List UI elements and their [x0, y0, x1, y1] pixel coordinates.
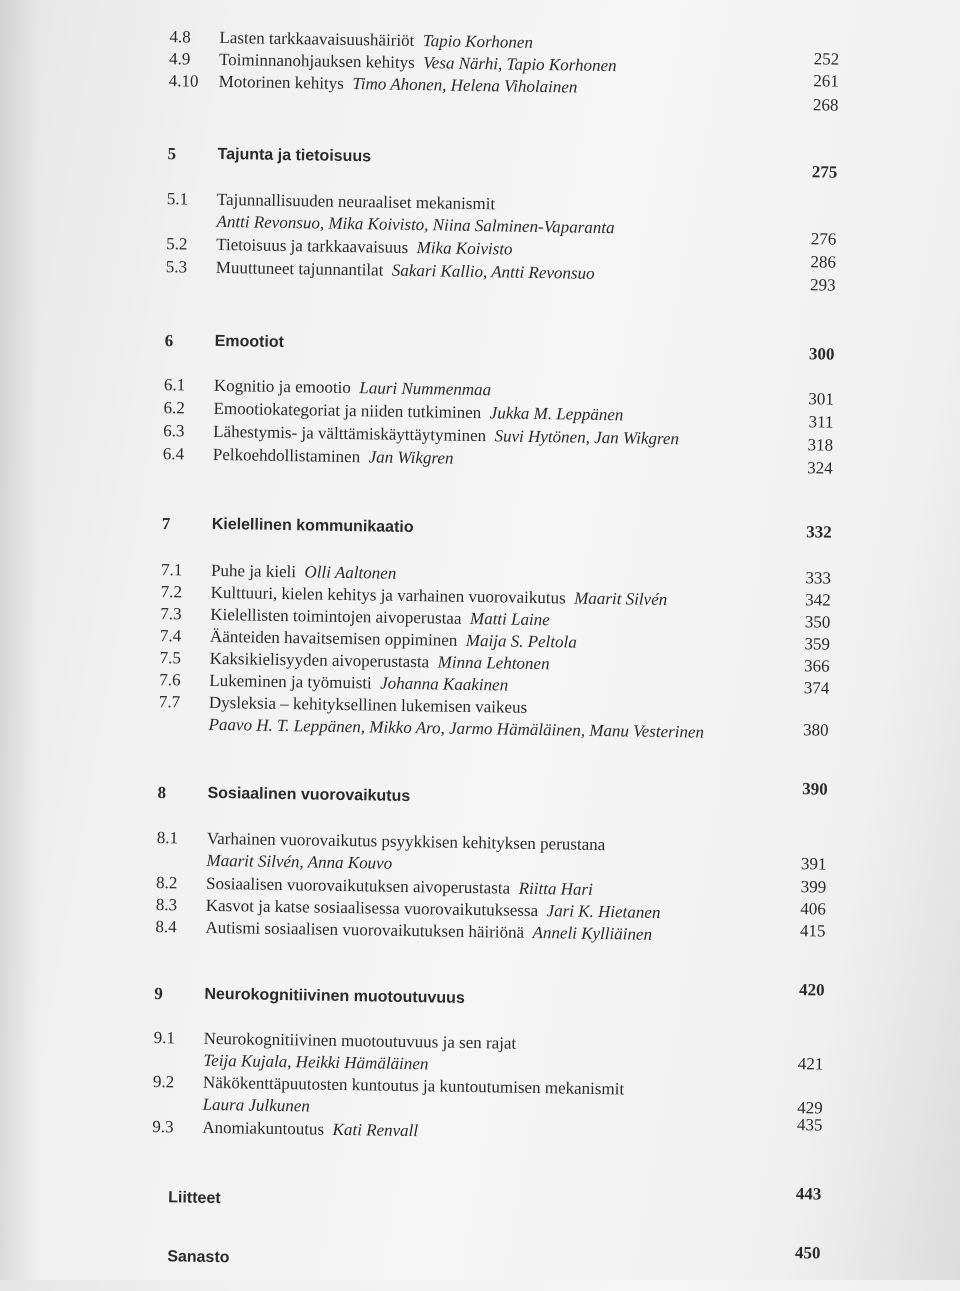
entry-number: 9.3	[152, 1117, 174, 1137]
entry-number: 7.6	[159, 670, 181, 690]
entry-number: 7.3	[160, 604, 182, 624]
chapter-title: Neurokognitiivinen muotoutuvuus	[204, 985, 465, 1007]
entry-title-text: Kielellisten toimintojen aivoperustaa	[210, 604, 462, 628]
entry-authors: Maija S. Peltola	[465, 630, 577, 652]
entry-page: 324	[807, 458, 833, 478]
entry-authors: Vesa Närhi, Tapio Korhonen	[423, 53, 617, 76]
entry-authors: Suvi Hytönen, Jan Wikgren	[494, 426, 680, 449]
chapter-title: Kielellinen kommunikaatio	[211, 515, 414, 537]
toc-entry	[151, 581, 831, 610]
entry-page: 366	[803, 656, 830, 676]
entry-title-text: Pelkoehdollistaminen	[212, 444, 361, 467]
toc-entry	[151, 559, 832, 588]
glossary-title: Sanasto	[167, 1248, 230, 1267]
glossary-heading	[140, 1243, 821, 1267]
entry-number: 7.1	[160, 560, 183, 580]
entry-number: 6.1	[163, 375, 186, 395]
entry-authors: Tapio Korhonen	[422, 31, 534, 52]
entry-title-text: Emootiokategoriat ja niiden tutkiminen	[213, 398, 482, 423]
toc-entry	[144, 1027, 824, 1074]
entry-title-text: Puhe ja kieli	[210, 560, 297, 582]
entry-title-text: Kulttuuri, kielen kehitys ja varhainen vuorovaikutus	[210, 582, 566, 608]
entry-authors: Minna Lehtonen	[437, 652, 550, 674]
chapter-number: 8	[157, 783, 167, 803]
entry-title	[216, 257, 595, 285]
chapter-number: 5	[167, 144, 177, 164]
entry-title	[213, 444, 454, 470]
chapter-title: Emootiot	[214, 332, 285, 351]
entry-title	[214, 375, 492, 401]
entry-authors: Anneli Kylliäinen	[532, 922, 653, 944]
entry-title-text: Tietoisuus ja tarkkaavaisuus	[216, 234, 409, 257]
entry-authors: Maarit Silvén	[574, 588, 668, 610]
appendix-heading	[141, 1184, 822, 1208]
entry-title-text: Lasten tarkkaavaisuushäiriöt	[219, 27, 415, 50]
toc-entry	[146, 872, 827, 899]
entry-page: 261	[813, 71, 839, 91]
entry-number: 5.1	[166, 189, 189, 209]
entry-page: 268	[812, 95, 839, 115]
entry-number: 6.2	[163, 398, 185, 418]
chapter-page: 300	[808, 344, 835, 364]
chapter-heading	[158, 143, 838, 182]
entry-page: 374	[803, 678, 830, 698]
toc-entry	[147, 827, 827, 874]
chapter-number: 6	[164, 331, 174, 351]
toc-entry	[160, 26, 840, 52]
toc-page	[140, 0, 860, 1291]
page-shadow	[0, 0, 40, 1280]
chapter-page: 420	[798, 980, 825, 1000]
entry-page: 301	[808, 389, 834, 409]
entry-authors: Mika Koivisto	[416, 238, 513, 259]
chapter-heading	[155, 330, 835, 364]
entry-authors: Maarit Silvén, Anna Kouvo	[206, 850, 393, 873]
toc-entry	[143, 1071, 823, 1118]
entry-title-text: Sosiaalisen vuorovaikutuksen aivoperustasta	[205, 873, 511, 898]
entry-page: 391	[800, 854, 827, 874]
entry-title: Varhainen vuorovaikutus psyykkisen kehityksen perustana	[206, 828, 606, 855]
chapter-page: 332	[806, 522, 832, 542]
chapter-heading	[152, 513, 832, 542]
entry-number: 7.4	[159, 626, 182, 646]
entry-title	[219, 71, 578, 99]
entry-page: 415	[799, 921, 826, 941]
entry-authors: Matti Laine	[469, 608, 550, 630]
chapter-heading	[145, 980, 825, 1007]
entry-number: 9.2	[152, 1072, 175, 1092]
entry-number: 6.4	[162, 444, 185, 464]
entry-title-text: Anomiakuntoutus	[202, 1117, 325, 1139]
entry-authors: Teija Kujala, Heikki Hämäläinen	[203, 1050, 429, 1074]
entry-authors: Lauri Nummenmaa	[359, 378, 492, 400]
entry-page: 406	[800, 899, 826, 919]
entry-page: 333	[805, 568, 832, 588]
entry-title-text: Muuttuneet tajunnantilat	[215, 257, 384, 280]
entry-title-text: Lukeminen ja työmuisti	[209, 670, 372, 693]
entry-number: 7.2	[160, 582, 183, 602]
entry-page: 293	[809, 275, 836, 295]
entry-page: 429	[797, 1098, 823, 1118]
entry-authors: Antti Revonsuo, Mika Koivisto, Niina Salminen-Vaparanta	[216, 211, 615, 238]
entry-page: 359	[804, 634, 831, 654]
entry-authors: Olli Aaltonen	[304, 562, 397, 583]
entry-page: 399	[800, 877, 827, 897]
entry-page: 342	[805, 590, 831, 610]
glossary-page: 450	[794, 1243, 821, 1263]
entry-page: 350	[804, 612, 831, 632]
entry-number: 9.1	[153, 1028, 176, 1048]
entry-number: 5.3	[165, 257, 188, 277]
entry-number: 4.8	[169, 27, 191, 47]
entry-title: Tajunnallisuuden neuraaliset mekanismit	[216, 189, 496, 214]
entry-title: Neurokognitiivinen muotoutuvuus ja sen rajat	[203, 1028, 517, 1053]
entry-title-text: Kognitio ja emootio	[213, 375, 352, 398]
entry-title	[211, 560, 397, 585]
entry-number: 7.5	[159, 648, 182, 668]
entry-authors: Laura Julkunen	[202, 1094, 310, 1116]
appendix-title: Liitteet	[168, 1189, 221, 1208]
entry-title-text: Äänteiden havaitsemisen oppiminen	[209, 626, 458, 650]
entry-authors: Jari K. Hietanen	[546, 901, 661, 922]
entry-authors: Johanna Kaakinen	[380, 673, 509, 695]
chapter-title: Tajunta ja tietoisuus	[217, 145, 372, 166]
entry-number: 8.2	[155, 873, 178, 893]
chapter-page: 390	[802, 779, 828, 799]
entry-title: Dysleksia – kehityksellinen lukemisen vaikeus	[208, 692, 528, 717]
entry-title	[202, 1117, 418, 1142]
entry-title: Näkökenttäpuutosten kuntoutus ja kuntoutumisen mekanismit	[202, 1072, 625, 1099]
entry-number: 6.3	[163, 421, 185, 441]
entry-page: 311	[808, 412, 834, 432]
chapter-heading	[148, 779, 828, 806]
entry-authors: Jukka M. Leppänen	[489, 403, 624, 425]
entry-title-text: Motorinen kehitys	[218, 71, 345, 93]
entry-number: 5.2	[166, 234, 188, 254]
chapter-title: Sosiaalinen vuorovaikutus	[207, 784, 411, 806]
entry-title-text: Kasvot ja katse sosiaalisessa vuorovaikutuksessa	[205, 895, 539, 921]
entry-title-text: Toiminnanohjauksen kehitys	[218, 49, 415, 73]
entry-title-text: Lähestymis- ja välttämiskäyttäytyminen	[213, 421, 487, 446]
entry-authors: Sakari Kallio, Antti Revonsuo	[391, 260, 595, 283]
entry-page: 286	[810, 252, 837, 272]
entry-page: 276	[810, 229, 837, 249]
entry-authors: Jan Wikgren	[368, 447, 454, 468]
chapter-number: 9	[154, 984, 164, 1004]
entry-number: 4.10	[168, 71, 199, 91]
entry-number: 4.9	[168, 49, 191, 69]
entry-page: 252	[813, 49, 840, 69]
entry-page: 318	[807, 435, 834, 455]
entry-number: 8.1	[156, 828, 179, 848]
entry-title	[216, 234, 513, 261]
entry-authors: Riitta Hari	[518, 878, 593, 899]
entry-page: 435	[796, 1115, 823, 1135]
entry-number: 8.4	[155, 917, 177, 937]
entry-page: 421	[797, 1054, 824, 1074]
entry-authors: Kati Renvall	[332, 1119, 419, 1141]
entry-number: 7.7	[158, 692, 181, 712]
entry-title-text: Autismi sosiaalisen vuorovaikutuksen häiriönä	[205, 917, 525, 942]
chapter-page: 275	[811, 162, 838, 182]
entry-page: 380	[802, 720, 829, 740]
toc-entry	[142, 1115, 823, 1141]
entry-authors: Paavo H. T. Leppänen, Mikko Aro, Jarmo Hämäläinen, Manu Vesterinen	[208, 714, 705, 742]
entry-number: 8.3	[155, 895, 178, 915]
chapter-number: 7	[161, 514, 171, 534]
appendix-page: 443	[795, 1184, 822, 1204]
entry-title-text: Kaksikielisyyden aivoperustasta	[209, 648, 430, 672]
entry-authors: Timo Ahonen, Helena Viholainen	[352, 74, 578, 97]
